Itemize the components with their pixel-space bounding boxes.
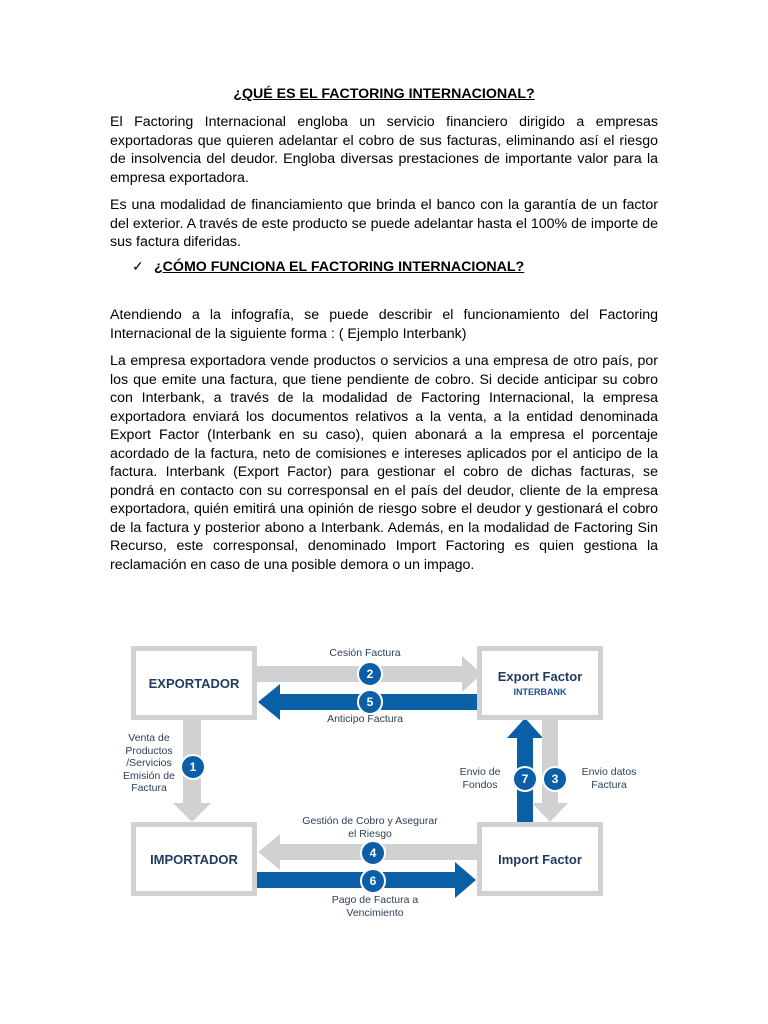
- step-5-badge: 5: [357, 689, 383, 715]
- paragraph-1: El Factoring Internacional engloba un servicio financiero dirigido a empresas exportadoras que quieren adelantar el cobro de sus facturas, eliminando así el riesgo de insolvencia del deudor. Engloba diversas prestaciones de importante valor para la empresa exportadora.: [110, 114, 658, 186]
- box-importador-label: IMPORTADOR: [150, 851, 238, 867]
- step-1-badge: 1: [180, 754, 206, 780]
- subheading-text: ¿CÓMO FUNCIONA EL FACTORING INTERNACIONAL?: [154, 259, 525, 275]
- document-title: ¿QUÉ ES EL FACTORING INTERNACIONAL?: [233, 86, 535, 102]
- box-export-factor: [477, 646, 603, 720]
- box-export-factor-sub: INTERBANK: [513, 687, 567, 697]
- box-exportador: [131, 646, 257, 720]
- check-icon: ✓: [132, 259, 144, 275]
- step-4-label: Gestión de Cobro y Asegurar el Riesgo: [302, 815, 438, 840]
- step-1-label: Venta de Productos /Servicios Emisión de Factura: [123, 732, 175, 794]
- step-4-badge: 4: [360, 840, 386, 866]
- step-6-label: Pago de Factura a Vencimiento: [331, 894, 419, 919]
- box-importador: [131, 822, 257, 896]
- step-3-badge: 3: [542, 766, 568, 792]
- box-exportador-label: EXPORTADOR: [148, 675, 240, 691]
- paragraph-4: La empresa exportadora vende productos o servicios a una empresa de otro país, por los que emite una factura, que tiene pendiente de cobro. Si decide anticipar su cobro con Interbank, a través de la modalidad de Factoring Internacional, la empresa exportadora enviará los documentos relativos a la venta, a la entidad denominada Export Factor (Interbank en su caso), quien abonará a la empresa el porcentaje acordado de la factura, neto de comisiones e intereses aplicados por el anticipo de la factura. Interbank (Export Factor) para gestionar el cobro de dichas facturas, se pondrá en contacto con su corresponsal en el país del deudor, cliente de la empresa exportadora, quién emitirá una opinión de riesgo sobre el deudor y gestionará el cobro de la factura y posterior abono a Interbank. Además, en la modalidad de Factoring Sin Recurso, este corresponsal, denominado Import Factoring es quien gestiona la reclamación en caso de una posible demora o un impago.: [110, 353, 658, 573]
- paragraph-2: Es una modalidad de financiamiento que brinda el banco con la garantía de un factor del exterior. A través de este producto se puede adelantar hasta el 100% de importe de sus factura diferidas.: [110, 197, 658, 250]
- box-import-factor: [477, 822, 603, 896]
- step-7-badge: 7: [512, 766, 538, 792]
- box-export-factor-label: Export Factor: [497, 669, 583, 684]
- box-import-factor-label: Import Factor: [498, 851, 582, 867]
- step-5-label: Anticipo Factura: [327, 713, 403, 725]
- paragraph-3: Atendiendo a la infografía, se puede describir el funcionamiento del Factoring Internacional de la siguiente forma : ( Ejemplo Interbank): [110, 307, 658, 342]
- step-7-label: Envio de Fondos: [459, 766, 501, 791]
- step-2-badge: 2: [357, 661, 383, 687]
- step-2-label: Cesión Factura: [329, 647, 401, 659]
- step-3-label: Envio datos Factura: [581, 766, 637, 791]
- step-6-badge: 6: [360, 868, 386, 894]
